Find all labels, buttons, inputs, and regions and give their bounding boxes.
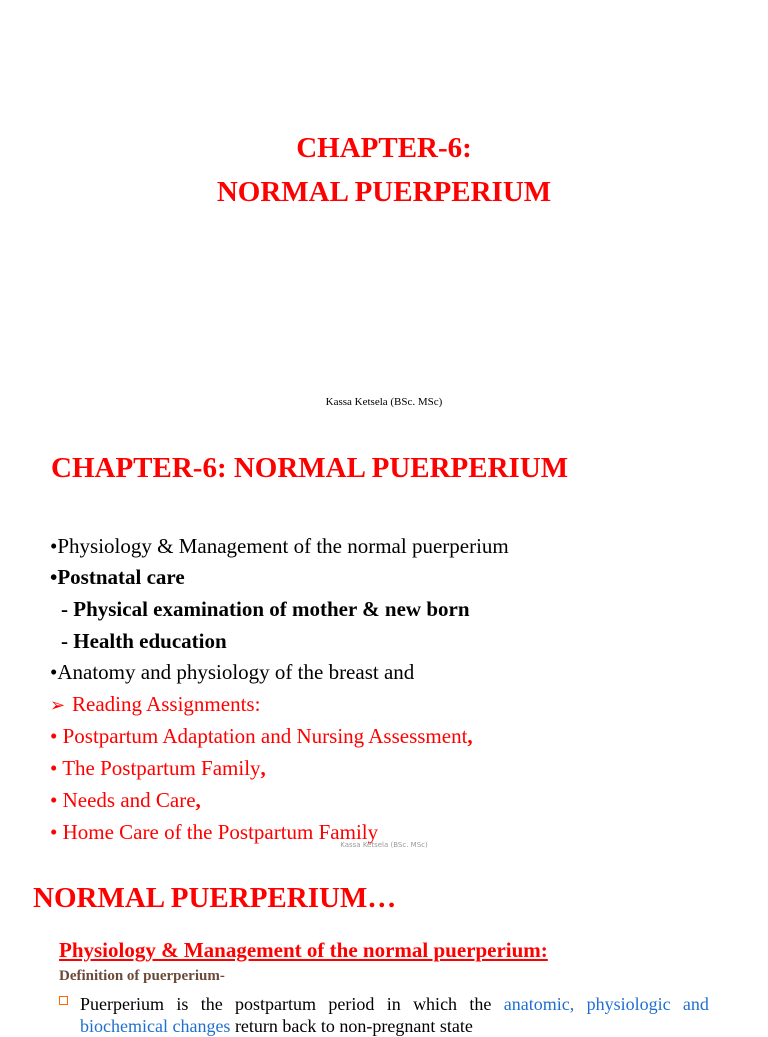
- highlight-word: physiologic: [586, 994, 671, 1014]
- reading-item-comma: ,: [195, 788, 201, 812]
- paragraph-line: [59, 993, 709, 1015]
- chapter-title-line1: CHAPTER-6:: [296, 132, 472, 164]
- subbullet-health-education: - Health education: [61, 629, 227, 653]
- paragraph-line: [59, 1015, 709, 1037]
- outline-title: CHAPTER-6: NORMAL PUERPERIUM: [51, 452, 569, 484]
- reading-item-label: • Postpartum Adaptation and Nursing Assessment: [50, 724, 468, 748]
- paragraph-text: return back to non-pregnant state: [230, 1016, 473, 1036]
- reading-item: [50, 724, 473, 748]
- word: is: [176, 994, 189, 1014]
- author-credit: Kassa Ketsela (BSc. MSc): [325, 396, 443, 408]
- reading-item-comma: ,: [467, 724, 473, 748]
- word: in: [386, 994, 401, 1014]
- content-slide: [0, 860, 768, 1036]
- content-title: NORMAL PUERPERIUM…: [33, 882, 397, 914]
- word: the: [469, 994, 492, 1014]
- section-subtitle: Physiology & Management of the normal puerperium:: [59, 938, 548, 962]
- slide-footer: Kassa Ketsela (BSc. MSc): [340, 841, 428, 849]
- reading-item-label: • The Postpartum Family: [50, 756, 261, 780]
- bullet-anatomy-breast: •Anatomy and physiology of the breast and: [50, 660, 415, 684]
- definition-label: Definition of puerperium-: [59, 968, 225, 984]
- chapter-title-line2: NORMAL PUERPERIUM: [216, 176, 552, 208]
- title-slide: [0, 0, 768, 430]
- reading-heading-label: Reading Assignments:: [72, 692, 261, 716]
- reading-item-comma: ,: [260, 756, 266, 780]
- word: the: [200, 994, 223, 1014]
- word: Puerperium: [80, 994, 164, 1014]
- reading-item-label: • Home Care of the Postpartum Family: [50, 820, 379, 844]
- word: period: [328, 994, 375, 1014]
- definition-paragraph: [59, 993, 709, 1037]
- reading-item: [50, 756, 266, 780]
- word: which: [413, 994, 458, 1014]
- highlight-word: anatomic,: [503, 994, 575, 1014]
- reading-item: [50, 788, 201, 812]
- arrow-bullet-icon: ➢: [50, 695, 66, 715]
- highlight-word: and: [682, 994, 709, 1014]
- bullet-physiology: •Physiology & Management of the normal puerperium: [50, 534, 509, 558]
- subbullet-physical-exam: - Physical examination of mother & new born: [61, 597, 470, 621]
- outline-slide: [0, 430, 768, 860]
- reading-assignments-heading: [50, 692, 260, 717]
- bullet-postnatal-care: •Postnatal care: [50, 565, 185, 589]
- square-bullet-icon: [59, 993, 164, 1015]
- highlight-phrase: biochemical changes: [80, 1016, 231, 1036]
- word: postpartum: [235, 994, 317, 1014]
- reading-item-label: • Needs and Care: [50, 788, 196, 812]
